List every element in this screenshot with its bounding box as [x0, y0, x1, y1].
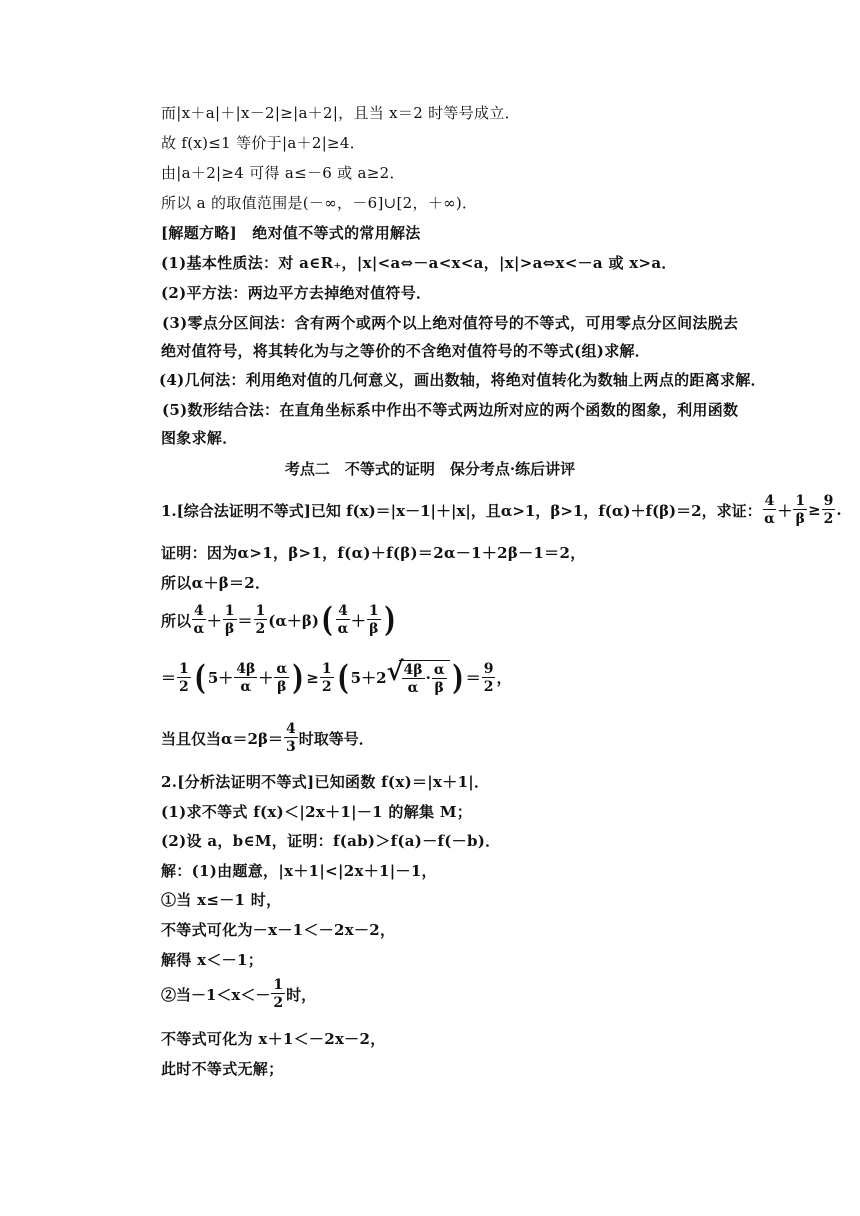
fraction: $\frac{4}{\alpha}$	[764, 493, 775, 527]
method-item-2: (2)平方法：两边平方去掉绝对值符号．	[161, 284, 432, 302]
solution-line: 此时不等式无解；	[161, 1060, 284, 1078]
plus-sign: ＋	[777, 501, 793, 520]
method-item-3: (3)零点分区间法：含有两个或两个以上绝对值符号的不等式，可用零点分区间法脱去	[162, 314, 739, 332]
ge-sign: ≥	[306, 668, 319, 687]
solution-line: 解：(1)由题意，|x＋1|<|2x＋1|－1，	[161, 862, 437, 880]
fraction: $\frac{4}{\alpha}$	[193, 603, 205, 637]
text: 5＋	[207, 669, 234, 687]
fraction: $\frac{4\beta}{\alpha}$	[236, 660, 256, 695]
proof-line: 所以α＋β＝2．	[161, 574, 271, 592]
text: 所以	[161, 611, 192, 630]
proof-equation-1	[161, 600, 398, 640]
paren-open: (	[336, 657, 349, 698]
fraction: $\frac{1}{2}$	[273, 977, 284, 1011]
fraction: $\frac{1}{\beta}$	[795, 493, 806, 527]
question-2: 2.[分析法证明不等式]已知函数 f(x)＝|x＋1|．	[161, 773, 490, 791]
fraction: $\frac{1}{\beta}$	[224, 603, 235, 637]
text: 时，	[286, 985, 317, 1004]
method-item-3-cont: 绝对值符号，将其转化为与之等价的不含绝对值符号的不等式(组)求解．	[161, 342, 651, 360]
paren-close: )	[384, 600, 396, 640]
fraction: $\frac{1}{\beta}$	[368, 603, 379, 637]
text: 5＋2	[350, 669, 387, 687]
fraction: $\frac{1}{2}$	[321, 660, 332, 695]
solution-line: 不等式可化为 x＋1＜－2x－2，	[161, 1030, 386, 1048]
proof-line: 证明：因为α>1，β>1，f(α)＋f(β)＝2α－1＋2β－1＝2，	[161, 544, 586, 562]
solution-line: 解得 x＜－1；	[161, 951, 264, 969]
method-item-5-cont: 图象求解．	[161, 429, 238, 447]
question-1: 1.[综合法证明不等式]已知 f(x)＝|x－1|＋|x|，且α>1，β>1，f(α)＋f(β)＝2，求证： $\frac{4}{\alpha}$ ＋ $\frac{1}{\beta}$ ≥ $\frac{9}{2}$ .	[161, 493, 842, 527]
sqrt: √ $\frac{4\beta}{\alpha}$ · $\frac{\alpha}{\beta}$	[399, 660, 450, 695]
solution-line: ①当 x≤－1 时，	[161, 891, 282, 909]
text-line: 故 f(x)≤1 等价于|a＋2|≥4．	[161, 134, 366, 152]
text-line: 由|a＋2|≥4 可得 a≤－6 或 a≥2．	[161, 164, 405, 182]
ge-sign: ≥	[808, 501, 821, 519]
question-1-text: 1.[综合法证明不等式]已知 f(x)＝|x－1|＋|x|，且α>1，β>1，f(α)＋f(β)＝2，求证：	[161, 501, 762, 520]
fraction: $\frac{9}{2}$	[823, 493, 834, 527]
question-2-part-1: (1)求不等式 f(x)＜|2x＋1|－1 的解集 M；	[161, 803, 473, 821]
text-line: 所以 a 的取值范围是(－∞，－6]∪[2，＋∞)．	[161, 194, 478, 212]
solution-case-2	[161, 978, 316, 1010]
plus-sign: ＋	[350, 611, 366, 630]
solution-line: 不等式可化为－x－1＜－2x－2，	[161, 921, 396, 939]
fraction: $\frac{\alpha}{\beta}$	[276, 660, 288, 695]
plus-sign: ＋	[258, 669, 274, 687]
question-2-part-2: (2)设 a，b∈M，证明：f(ab)＞f(a)－f(－b)．	[161, 832, 501, 850]
text: 时取等号．	[298, 729, 374, 748]
eq-sign: ＝	[161, 669, 177, 687]
text: 当且仅当α＝2β＝	[161, 729, 283, 748]
eq-sign: ＝	[465, 669, 481, 687]
method-item-4: (4)几何法：利用绝对值的几何意义，画出数轴，将绝对值转化为数轴上两点的距离求解．	[159, 371, 766, 389]
fraction: $\frac{1}{2}$	[255, 603, 266, 637]
section-title: 考点二 不等式的证明 保分考点·练后讲评	[284, 460, 576, 478]
equality-condition	[161, 722, 374, 754]
paren-close: )	[292, 657, 304, 698]
paren-close: )	[452, 657, 464, 698]
text: ②当－1＜x＜－	[161, 985, 271, 1004]
fraction: $\frac{9}{2}$	[483, 660, 494, 695]
method-item-5: (5)数形结合法：在直角坐标系中作出不等式两边所对应的两个函数的图象，利用函数	[162, 401, 739, 419]
paren-open: (	[194, 657, 206, 698]
fraction: $\frac{1}{2}$	[179, 660, 189, 695]
eq-sign: ＝	[237, 611, 253, 630]
fraction: √ $\frac{4\beta}{\alpha}$	[403, 662, 423, 696]
proof-equation-2	[161, 657, 512, 698]
fraction: $\frac{4}{3}$	[285, 721, 296, 755]
paren-open: (	[321, 600, 333, 640]
text-line: 而|x＋a|＋|x－2|≥|a＋2|，且当 x＝2 时等号成立．	[161, 104, 520, 122]
fraction: $\frac{\alpha}{\beta}$	[433, 662, 445, 696]
fraction: $\frac{4}{\alpha}$	[337, 603, 349, 637]
text: ，	[496, 669, 512, 687]
text: (α＋β)	[268, 611, 319, 630]
method-item-1: (1)基本性质法：对 a∈R₊，|x|<a⇔－a<x<a，|x|>a⇔x<－a 或 x>a．	[161, 254, 677, 272]
plus-sign: ＋	[206, 611, 222, 630]
method-heading: [解题方略] 绝对值不等式的常用解法	[161, 224, 421, 242]
